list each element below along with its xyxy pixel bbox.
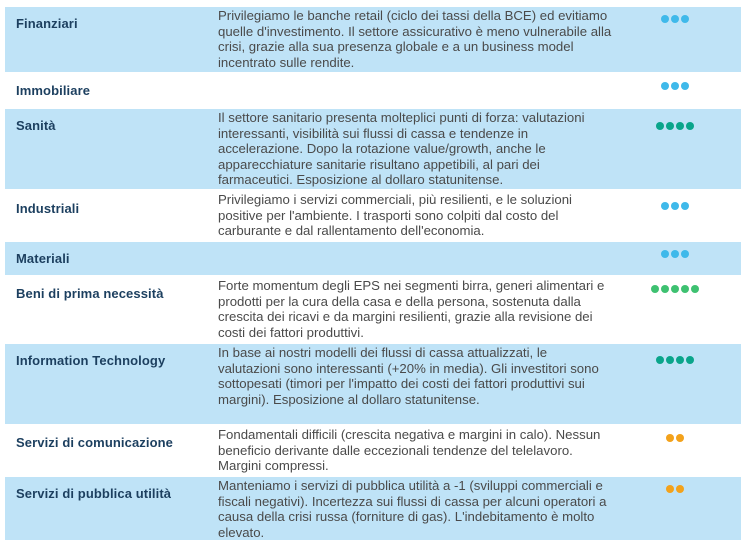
sector-name: Sanità	[16, 118, 56, 133]
rating-dot	[666, 356, 674, 364]
rating-dot	[666, 122, 674, 130]
table-row	[5, 426, 741, 477]
sector-name: Servizi di comunicazione	[16, 435, 173, 450]
rating-dot	[681, 250, 689, 258]
table-row	[5, 74, 741, 109]
rating-dot	[681, 202, 689, 210]
rating-dots	[635, 285, 715, 293]
rating-dot	[676, 356, 684, 364]
sector-table	[5, 5, 741, 542]
sector-description: Privilegiamo le banche retail (ciclo dei tassi della BCE) ed evitiamo quelle d'investimento. Il settore assicurativo è meno vulnerabile alla crisi, grazie alla sua presenza globale e a un business model incentrato sulle rendite.	[218, 8, 612, 70]
rating-dots	[635, 122, 715, 130]
rating-dot	[666, 485, 674, 493]
rating-dots	[635, 356, 715, 364]
rating-dot	[686, 356, 694, 364]
sector-description: Forte momentum degli EPS nei segmenti birra, generi alimentari e prodotti per la cura della casa e della persona, sostenuta dalla crescita dei ricavi e da margini resilienti, grazie alla revisione dei costi dei fattori produttivi.	[218, 278, 605, 340]
rating-dot	[661, 202, 669, 210]
sector-description: Privilegiamo i servizi commerciali, più resilienti, e le soluzioni positive per l'ambiente. I trasporti sono colpiti dal costo del carburante e dal rallentamento dell'economia.	[218, 192, 572, 239]
rating-dots	[635, 202, 715, 210]
rating-dot	[671, 285, 679, 293]
rating-dots	[635, 82, 715, 90]
rating-dot	[671, 202, 679, 210]
sector-description: Il settore sanitario presenta molteplici punti di forza: valutazioni interessanti, visibilità sui flussi di cassa e tendenze in accelerazione. Dopo la rotazione value/growth, anche le apparecchiature sanitarie risultano appetibili, al pari dei farmaceutici. Esposizione al dollaro statunitense.	[218, 110, 585, 188]
sector-name: Information Technology	[16, 353, 166, 368]
sector-name: Servizi di pubblica utilità	[16, 486, 172, 501]
rating-dot	[671, 15, 679, 23]
rating-dot	[671, 82, 679, 90]
table-row	[5, 242, 741, 277]
rating-dots	[635, 250, 715, 258]
rating-dot	[656, 122, 664, 130]
rating-dot	[676, 122, 684, 130]
rating-dot	[691, 285, 699, 293]
table-row	[5, 109, 741, 191]
sector-description: In base ai nostri modelli dei flussi di cassa attualizzati, le valutazioni sono interessanti (+20% in media). Gli investitori sono sottopesati (timori per l'impatto dei costi dei fattori produttivi sui margini). Esposizione al dollaro statunitense.	[218, 345, 599, 407]
rating-dot	[661, 285, 669, 293]
rating-dot	[656, 356, 664, 364]
rating-dot	[676, 485, 684, 493]
sector-name: Beni di prima necessità	[16, 286, 164, 301]
rating-dot	[651, 285, 659, 293]
table-row	[5, 477, 741, 542]
rating-dot	[666, 434, 674, 442]
sector-description: Fondamentali difficili (crescita negativa e margini in calo). Nessun beneficio derivante dalle eccezionali tendenze del telelavoro. Margini compressi.	[218, 427, 601, 474]
rating-dot	[681, 285, 689, 293]
sector-name: Finanziari	[16, 16, 78, 31]
sector-name: Industriali	[16, 201, 80, 216]
rating-dots	[635, 15, 715, 23]
sector-name: Materiali	[16, 251, 70, 266]
table-row	[5, 191, 741, 242]
rating-dot	[676, 434, 684, 442]
rating-dot	[681, 15, 689, 23]
table-row	[5, 7, 741, 74]
rating-dot	[671, 250, 679, 258]
rating-dot	[661, 82, 669, 90]
sector-description: Manteniamo i servizi di pubblica utilità a -1 (sviluppi commerciali e fiscali negativi). Incertezza sui flussi di cassa per alcuni operatori a causa della crisi russa (forniture di gas). L'indebitamento è molto elevato.	[218, 478, 607, 540]
rating-dot	[661, 250, 669, 258]
table-row	[5, 277, 741, 344]
table-row	[5, 344, 741, 426]
rating-dots	[635, 434, 715, 442]
rating-dots	[635, 485, 715, 493]
sector-name: Immobiliare	[16, 83, 91, 98]
rating-dot	[681, 82, 689, 90]
rating-dot	[661, 15, 669, 23]
rating-dot	[686, 122, 694, 130]
